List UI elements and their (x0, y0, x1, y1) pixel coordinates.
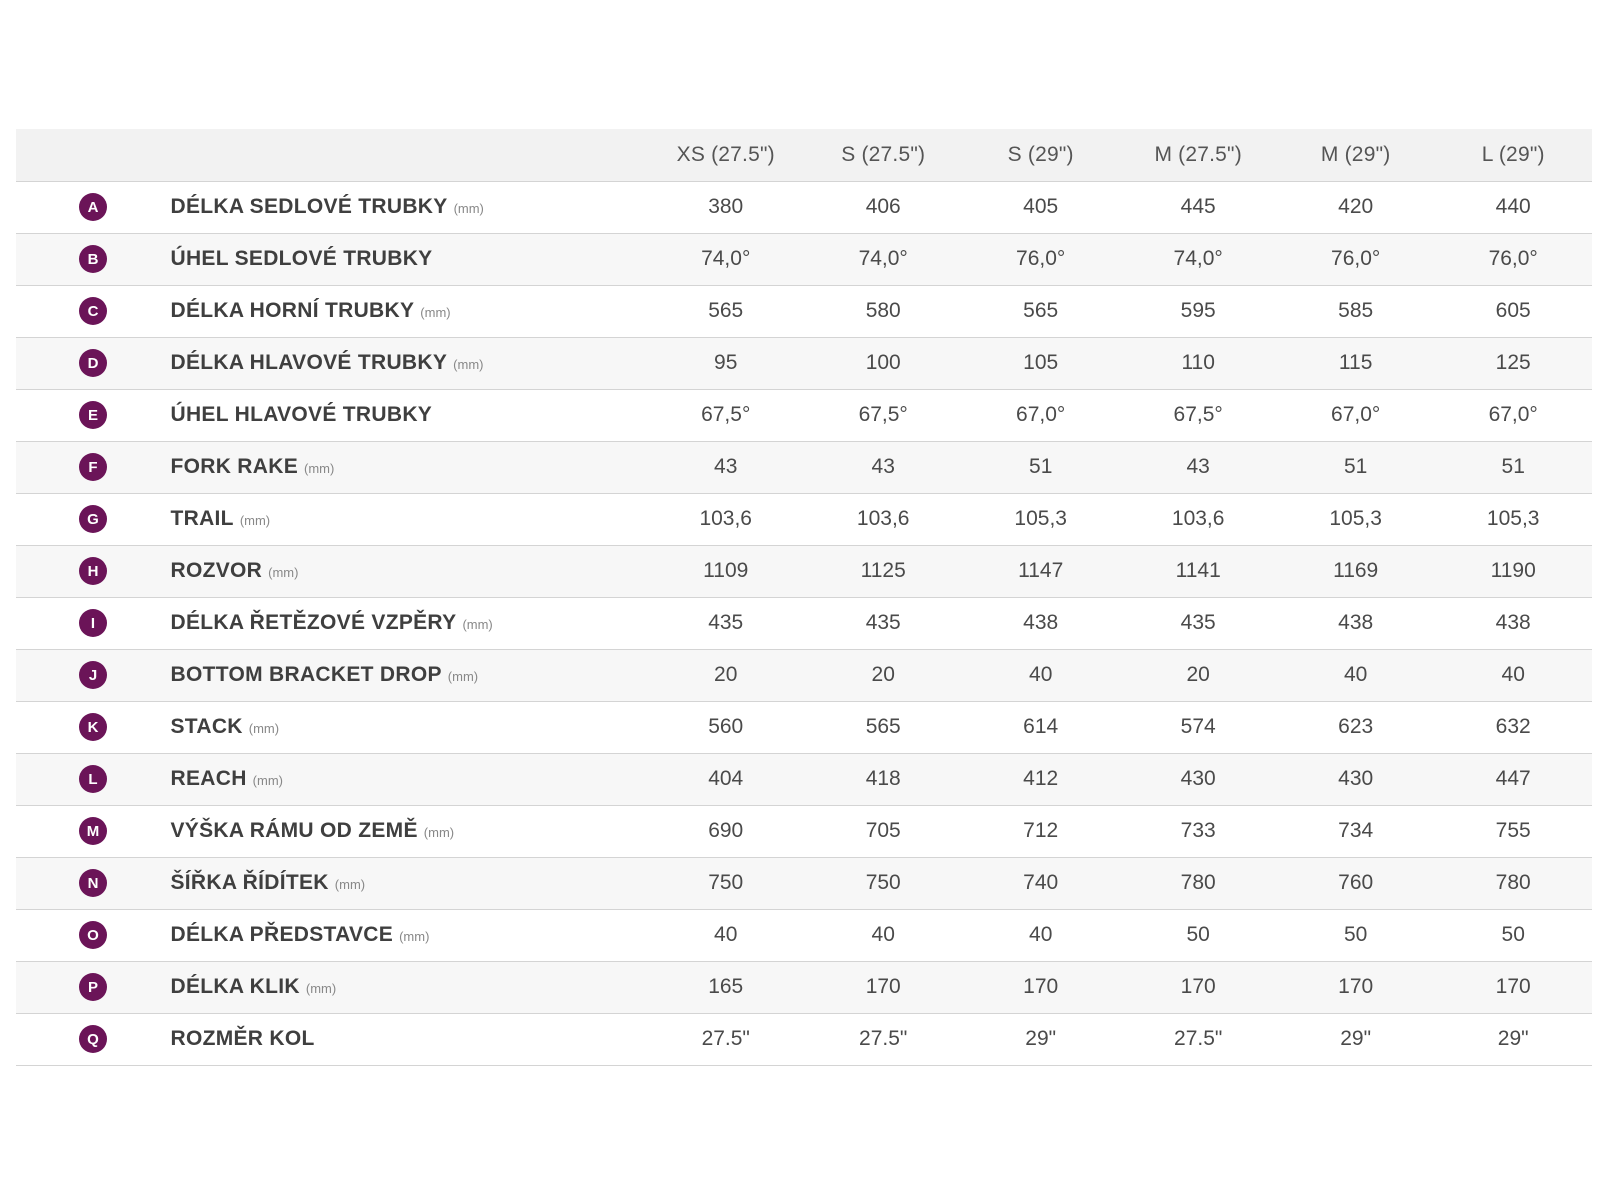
measurement-value-cell: 440 (1495, 195, 1531, 218)
measurement-value-cell: 435 (708, 611, 744, 634)
measurement-value-cell: 170 (1180, 975, 1216, 998)
row-label-cell (170, 181, 647, 233)
measurement-value-cell: 1125 (860, 559, 906, 582)
row-label-cell (170, 649, 647, 701)
table-row (16, 857, 1592, 909)
row-marker-cell (16, 545, 170, 597)
measurement-label: DÉLKA SEDLOVÉ TRUBKY (170, 195, 448, 218)
letter-marker-badge: K (79, 713, 107, 741)
measurement-value-cell: 750 (865, 871, 901, 894)
table-row (16, 805, 1592, 857)
measurement-value-cell: 67,0° (1488, 403, 1538, 426)
measurement-value-cell: 76,0° (1016, 247, 1066, 270)
measurement-value-cell: 51 (1343, 455, 1368, 478)
measurement-value-cell: 40 (714, 923, 738, 946)
letter-marker-badge: F (79, 453, 107, 481)
row-marker-cell (16, 649, 170, 701)
table-row (16, 545, 1592, 597)
measurement-unit: (mm) (399, 929, 430, 944)
letter-marker-badge: D (79, 349, 107, 377)
table-row (16, 961, 1592, 1013)
measurement-value-cell: 632 (1495, 715, 1531, 738)
row-label-cell (170, 857, 647, 909)
table-row (16, 389, 1592, 441)
measurement-label: STACK (170, 715, 243, 738)
size-column-header: S (27.5") (841, 142, 926, 166)
size-column-header: M (27.5") (1154, 142, 1242, 166)
row-marker-cell (16, 285, 170, 337)
letter-marker-badge: Q (79, 1025, 107, 1053)
row-marker-cell (16, 857, 170, 909)
measurement-value-cell: 780 (1180, 871, 1216, 894)
measurement-value-cell: 435 (865, 611, 901, 634)
size-column-header: XS (27.5") (676, 142, 775, 166)
measurement-value-cell: 103,6 (699, 507, 752, 530)
measurement-value-cell: 74,0° (701, 247, 751, 270)
measurement-unit: (mm) (453, 201, 484, 216)
table-row (16, 753, 1592, 805)
measurement-unit: (mm) (268, 565, 299, 580)
measurement-value-cell: 29" (1025, 1027, 1057, 1050)
measurement-unit: (mm) (420, 305, 451, 320)
measurement-value-cell: 50 (1501, 923, 1525, 946)
row-marker-cell (16, 181, 170, 233)
measurement-value-cell: 67,5° (858, 403, 908, 426)
measurement-value-cell: 110 (1181, 351, 1215, 374)
measurement-unit: (mm) (239, 513, 271, 528)
measurement-value-cell: 105,3 (1486, 507, 1540, 530)
row-marker-cell (16, 337, 170, 389)
measurement-value-cell: 760 (1338, 871, 1374, 894)
row-marker-cell (16, 701, 170, 753)
size-column-header: M (29") (1320, 142, 1391, 166)
measurement-value-cell: 51 (1501, 455, 1525, 478)
row-label-cell (170, 1013, 647, 1065)
row-label-cell (170, 805, 647, 857)
table-body (16, 181, 1592, 1065)
measurement-label: TRAIL (170, 507, 234, 530)
measurement-value-cell: 170 (1495, 975, 1531, 998)
measurement-value-cell: 20 (714, 663, 738, 686)
measurement-value-cell: 565 (865, 715, 901, 738)
letter-marker-badge: J (79, 661, 107, 689)
letter-marker-badge: E (79, 401, 107, 429)
letter-marker-badge: N (79, 869, 107, 897)
measurement-value-cell: 95 (714, 351, 738, 374)
measurement-value-cell: 29" (1497, 1027, 1529, 1050)
measurement-value-cell: 170 (1023, 975, 1059, 998)
measurement-value-cell: 438 (1338, 611, 1374, 634)
geometry-table (16, 129, 1592, 1066)
measurement-value-cell: 40 (1029, 663, 1053, 686)
measurement-value-cell: 74,0° (1173, 247, 1223, 270)
measurement-value-cell: 67,5° (1173, 403, 1223, 426)
measurement-value-cell: 40 (871, 923, 895, 946)
measurement-value-cell: 50 (1186, 923, 1210, 946)
letter-marker-badge: O (79, 921, 107, 949)
row-marker-cell (16, 233, 170, 285)
measurement-value-cell: 67,5° (701, 403, 751, 426)
table-row (16, 701, 1592, 753)
measurement-value-cell: 780 (1495, 871, 1531, 894)
measurement-value-cell: 27.5" (1174, 1027, 1223, 1050)
letter-marker-badge: I (79, 609, 107, 637)
size-column-header: S (29") (1007, 142, 1074, 166)
measurement-value-cell: 105 (1023, 351, 1059, 374)
measurement-value-cell: 565 (1023, 299, 1059, 322)
table-row (16, 285, 1592, 337)
measurement-value-cell: 712 (1023, 819, 1059, 842)
measurement-value-cell: 412 (1023, 767, 1059, 790)
table-row (16, 233, 1592, 285)
letter-marker-badge: P (79, 973, 107, 1001)
measurement-value-cell: 447 (1495, 767, 1531, 790)
measurement-value-cell: 51 (1029, 455, 1053, 478)
table-row (16, 909, 1592, 961)
row-label-cell (170, 545, 647, 597)
measurement-value-cell: 29" (1340, 1027, 1372, 1050)
measurement-value-cell: 43 (1186, 455, 1210, 478)
measurement-unit: (mm) (305, 981, 337, 996)
measurement-value-cell: 380 (708, 195, 744, 218)
table-row (16, 649, 1592, 701)
measurement-value-cell: 733 (1180, 819, 1216, 842)
measurement-value-cell: 623 (1338, 715, 1374, 738)
measurement-value-cell: 565 (708, 299, 744, 322)
measurement-value-cell: 170 (865, 975, 901, 998)
header-badge-spacer (16, 129, 170, 181)
measurement-value-cell: 103,6 (1171, 507, 1225, 530)
measurement-value-cell: 103,6 (856, 507, 910, 530)
measurement-value-cell: 105,3 (1014, 507, 1067, 530)
row-marker-cell (16, 389, 170, 441)
row-marker-cell (16, 493, 170, 545)
measurement-unit: (mm) (252, 773, 283, 788)
measurement-value-cell: 1141 (1175, 559, 1221, 582)
table-row (16, 181, 1592, 233)
measurement-label: ROZVOR (170, 559, 263, 582)
measurement-value-cell: 105,3 (1329, 507, 1382, 530)
table-row (16, 1013, 1592, 1065)
measurement-value-cell: 67,0° (1016, 403, 1066, 426)
row-label-cell (170, 961, 647, 1013)
header-row (16, 129, 1592, 181)
measurement-value-cell: 40 (1029, 923, 1053, 946)
measurement-value-cell: 76,0° (1488, 247, 1538, 270)
letter-marker-badge: L (79, 765, 107, 793)
measurement-value-cell: 20 (871, 663, 895, 686)
row-marker-cell (16, 805, 170, 857)
row-marker-cell (16, 753, 170, 805)
row-label-cell (170, 701, 647, 753)
row-marker-cell (16, 909, 170, 961)
table-row (16, 493, 1592, 545)
row-label-cell (170, 389, 647, 441)
measurement-value-cell: 27.5" (859, 1027, 908, 1050)
letter-marker-badge: M (79, 817, 107, 845)
measurement-value-cell: 404 (708, 767, 744, 790)
measurement-value-cell: 580 (865, 299, 901, 322)
measurement-value-cell: 406 (865, 195, 901, 218)
measurement-label: DÉLKA KLIK (170, 975, 300, 998)
measurement-unit: (mm) (248, 721, 280, 736)
measurement-value-cell: 595 (1180, 299, 1216, 322)
measurement-label: VÝŠKA RÁMU OD ZEMĚ (170, 819, 418, 842)
row-marker-cell (16, 597, 170, 649)
row-label-cell (170, 493, 647, 545)
measurement-label: DÉLKA HLAVOVÉ TRUBKY (170, 351, 448, 374)
measurement-unit: (mm) (334, 877, 366, 892)
row-marker-cell (16, 441, 170, 493)
measurement-value-cell: 435 (1180, 611, 1216, 634)
measurement-value-cell: 1190 (1490, 559, 1536, 582)
row-label-cell (170, 909, 647, 961)
measurement-value-cell: 40 (1343, 663, 1368, 686)
table-header (16, 129, 1592, 181)
measurement-value-cell: 734 (1338, 819, 1374, 842)
letter-marker-badge: A (79, 193, 107, 221)
measurement-label: BOTTOM BRACKET DROP (170, 663, 442, 686)
letter-marker-badge: G (79, 505, 107, 533)
table-row (16, 441, 1592, 493)
measurement-value-cell: 574 (1180, 715, 1216, 738)
measurement-value-cell: 755 (1495, 819, 1531, 842)
measurement-value-cell: 430 (1338, 767, 1374, 790)
measurement-value-cell: 438 (1495, 611, 1531, 634)
measurement-unit: (mm) (304, 461, 335, 476)
row-marker-cell (16, 961, 170, 1013)
measurement-value-cell: 76,0° (1331, 247, 1381, 270)
measurement-value-cell: 74,0° (858, 247, 908, 270)
measurement-value-cell: 585 (1338, 299, 1374, 322)
measurement-value-cell: 43 (871, 455, 895, 478)
row-label-cell (170, 337, 647, 389)
measurement-label: DÉLKA HORNÍ TRUBKY (170, 299, 415, 322)
measurement-value-cell: 705 (865, 819, 901, 842)
row-marker-cell (16, 1013, 170, 1065)
measurement-value-cell: 165 (708, 975, 744, 998)
letter-marker-badge: H (79, 557, 107, 585)
measurement-unit: (mm) (462, 617, 493, 632)
measurement-value-cell: 43 (714, 455, 738, 478)
measurement-label: ŠÍŘKA ŘÍDÍTEK (170, 871, 329, 894)
measurement-value-cell: 1147 (1018, 559, 1064, 582)
measurement-value-cell: 405 (1023, 195, 1059, 218)
measurement-value-cell: 20 (1186, 663, 1210, 686)
measurement-value-cell: 115 (1338, 351, 1373, 374)
measurement-value-cell: 418 (865, 767, 901, 790)
measurement-value-cell: 750 (708, 871, 744, 894)
row-label-cell (170, 285, 647, 337)
measurement-value-cell: 40 (1501, 663, 1525, 686)
measurement-value-cell: 1169 (1333, 559, 1379, 582)
measurement-value-cell: 445 (1180, 195, 1216, 218)
measurement-value-cell: 560 (708, 715, 744, 738)
table-row (16, 337, 1592, 389)
measurement-label: DÉLKA ŘETĚZOVÉ VZPĚRY (170, 611, 457, 634)
measurement-label: REACH (170, 767, 247, 790)
row-label-cell (170, 597, 647, 649)
size-column-header: L (29") (1481, 142, 1545, 166)
measurement-value-cell: 1109 (703, 559, 749, 582)
letter-marker-badge: B (79, 245, 107, 273)
measurement-unit: (mm) (447, 669, 479, 684)
measurement-value-cell: 100 (865, 351, 901, 374)
measurement-value-cell: 605 (1495, 299, 1531, 322)
measurement-value-cell: 420 (1338, 195, 1374, 218)
measurement-label: DÉLKA PŘEDSTAVCE (170, 923, 394, 946)
measurement-value-cell: 614 (1023, 715, 1059, 738)
measurement-value-cell: 740 (1023, 871, 1059, 894)
measurement-unit: (mm) (423, 825, 455, 840)
measurement-unit: (mm) (453, 357, 484, 372)
measurement-label: ÚHEL HLAVOVÉ TRUBKY (170, 403, 433, 426)
measurement-label: FORK RAKE (170, 455, 299, 478)
header-label-spacer (170, 129, 647, 181)
row-label-cell (170, 441, 647, 493)
row-label-cell (170, 233, 647, 285)
measurement-label: ÚHEL SEDLOVÉ TRUBKY (170, 247, 433, 270)
measurement-value-cell: 27.5" (701, 1027, 750, 1050)
measurement-value-cell: 170 (1338, 975, 1374, 998)
row-label-cell (170, 753, 647, 805)
measurement-value-cell: 67,0° (1331, 403, 1381, 426)
measurement-value-cell: 690 (708, 819, 744, 842)
measurement-value-cell: 438 (1023, 611, 1059, 634)
measurement-label: ROZMĚR KOL (170, 1027, 315, 1050)
measurement-value-cell: 50 (1343, 923, 1368, 946)
measurement-value-cell: 125 (1495, 351, 1531, 374)
letter-marker-badge: C (79, 297, 107, 325)
table-row (16, 597, 1592, 649)
measurement-value-cell: 430 (1180, 767, 1216, 790)
